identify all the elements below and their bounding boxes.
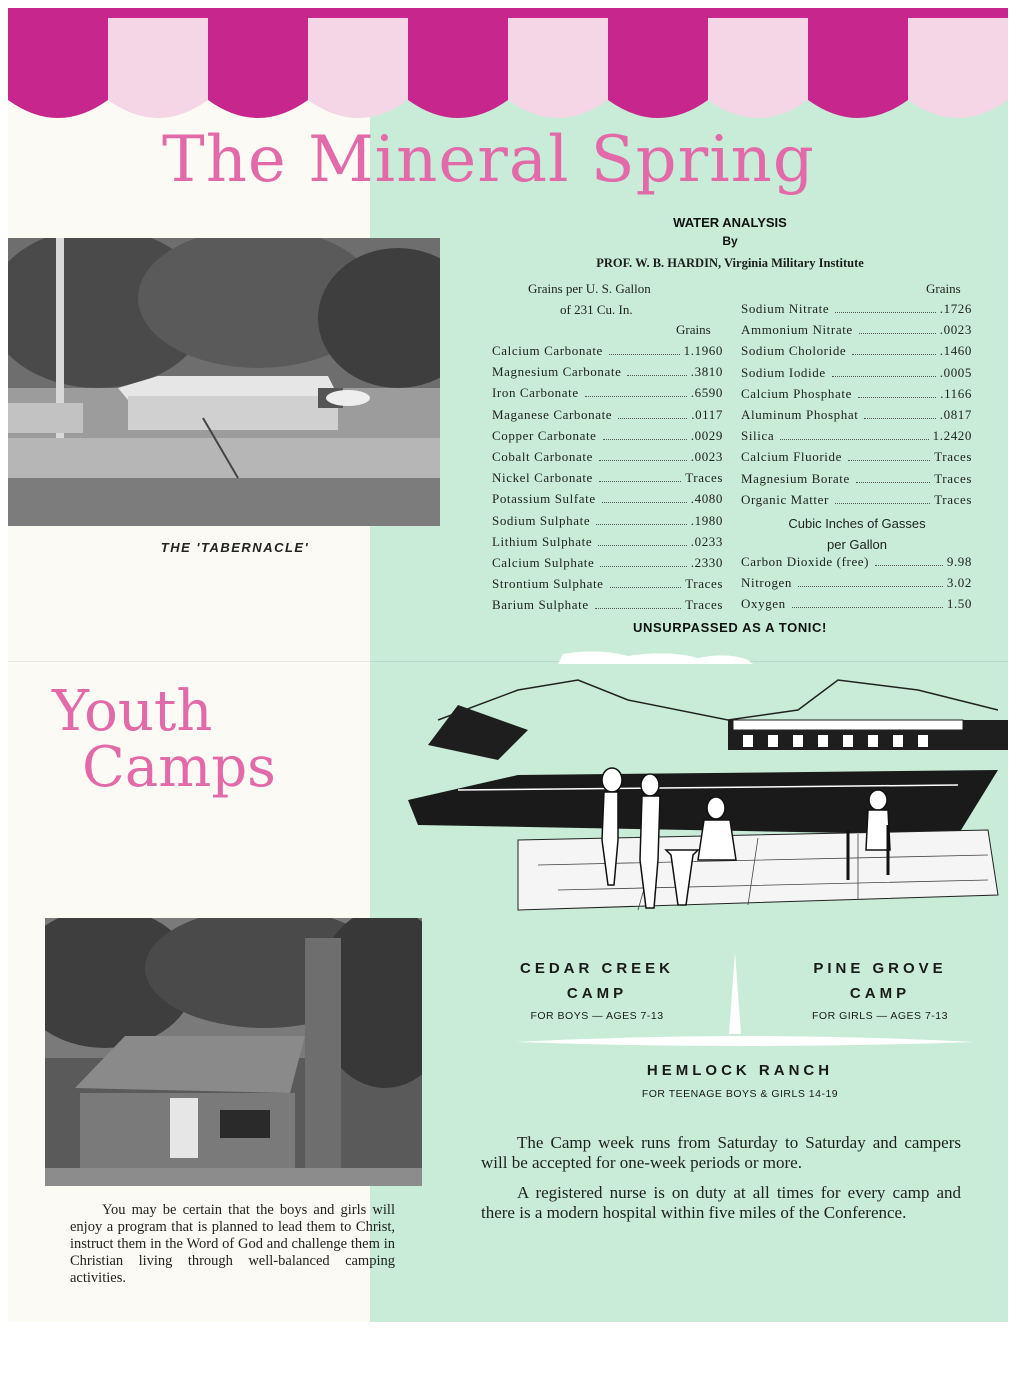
analysis-heading: WATER ANALYSIS — [673, 215, 787, 230]
left-mineral-row — [492, 407, 723, 427]
awning-scallop — [108, 88, 208, 118]
dot-leader — [780, 439, 928, 440]
left-mineral-name: Magnesium Carbonate — [492, 364, 622, 380]
left-mineral-value: .6590 — [690, 385, 723, 401]
awning-scallop — [8, 88, 108, 118]
dot-leader — [599, 460, 687, 461]
units-heading-1: Grains per U. S. Gallon — [528, 281, 651, 296]
dot-leader — [859, 333, 936, 334]
left-mineral-value: .3810 — [690, 364, 723, 380]
youth-camps-heading — [52, 679, 276, 800]
right-mineral-row — [741, 471, 972, 491]
pine-grove-name: PINE GROVE — [813, 960, 947, 977]
gas-heading-1: Cubic Inches of Gasses — [788, 516, 926, 531]
right-mineral-name: Sodium Nitrate — [741, 301, 830, 316]
right-mineral-value: .0817 — [939, 407, 972, 422]
left-mineral-name: Copper Carbonate — [492, 427, 597, 443]
right-mineral-name: Organic Matter — [741, 491, 829, 507]
right-mineral-row — [741, 386, 972, 406]
dot-leader — [610, 587, 682, 588]
dot-leader — [585, 396, 687, 397]
awning-scallop — [708, 88, 808, 118]
pine-grove-camp: CAMP — [849, 985, 911, 1002]
left-mineral-name: Barium Sulphate — [492, 597, 589, 613]
dot-leader — [595, 608, 681, 609]
right-mineral-row — [741, 322, 972, 342]
dot-leader — [618, 418, 687, 419]
awning-scallop — [908, 88, 1008, 118]
cedar-creek-name: CEDAR CREEK — [519, 960, 674, 977]
right-mineral-row — [741, 407, 972, 427]
camp-info-text — [481, 1133, 961, 1233]
gas-value: 1.50 — [946, 596, 972, 612]
dot-leader — [835, 312, 936, 313]
tabernacle-photo — [8, 238, 440, 526]
analysis-by: By — [722, 234, 738, 248]
left-grains-label: Grains — [676, 322, 711, 337]
left-mineral-name: Calcium Sulphate — [492, 555, 595, 570]
gas-row — [741, 596, 972, 616]
right-mineral-value: .1460 — [939, 343, 972, 359]
left-mineral-value: .0023 — [690, 449, 723, 464]
right-mineral-value: .0005 — [939, 364, 972, 380]
youth-line-2: Camps — [82, 735, 276, 800]
left-mineral-value: .1980 — [690, 512, 723, 528]
right-mineral-value: Traces — [934, 470, 972, 486]
left-mineral-name: Lithium Sulphate — [492, 533, 593, 549]
left-mineral-value: Traces — [685, 576, 723, 592]
right-mineral-name: Calcium Phosphate — [741, 385, 852, 401]
dot-leader — [864, 418, 935, 419]
right-mineral-name: Sodium Choloride — [741, 343, 847, 359]
units-heading-2: of 231 Cu. In. — [560, 302, 633, 317]
left-mineral-value: .0233 — [690, 533, 723, 549]
page-title: The Mineral Spring — [162, 123, 815, 197]
left-mineral-row — [492, 343, 723, 363]
left-mineral-value: .0117 — [691, 406, 723, 422]
right-mineral-name: Calcium Fluoride — [741, 449, 842, 465]
left-mineral-row — [492, 534, 723, 554]
left-mineral-row — [492, 597, 723, 617]
right-mineral-value: Traces — [934, 491, 972, 507]
pine-grove-ages: FOR GIRLS — AGES 7-13 — [812, 1010, 948, 1022]
left-mineral-value: .2330 — [690, 555, 723, 570]
gas-name: Carbon Dioxide (free) — [741, 554, 870, 569]
dot-leader — [596, 524, 687, 525]
left-mineral-value: Traces — [685, 597, 723, 613]
dot-leader — [848, 460, 930, 461]
tabernacle-caption: THE 'TABERNACLE' — [160, 540, 310, 555]
hemlock-ranch-title: HEMLOCK RANCH — [646, 1062, 834, 1079]
dot-leader — [792, 607, 943, 608]
dot-leader — [599, 481, 681, 482]
left-mineral-name: Calcium Carbonate — [492, 343, 603, 358]
left-mineral-row — [492, 513, 723, 533]
awning-scallop — [608, 88, 708, 118]
dot-leader — [858, 397, 936, 398]
nurse-paragraph: A registered nurse is on duty at all times for every camp and there is a modern hospital within five miles of the Conference. — [481, 1183, 961, 1222]
right-mineral-row — [741, 343, 972, 363]
gas-value: 9.98 — [946, 554, 972, 569]
dot-leader — [600, 566, 686, 567]
left-mineral-row — [492, 555, 723, 575]
dot-leader — [832, 376, 936, 377]
dot-leader — [798, 586, 943, 587]
left-mineral-value: .4080 — [690, 491, 723, 507]
right-grains-label: Grains — [926, 281, 961, 296]
cabin-photo — [45, 918, 422, 1186]
gas-name: Oxygen — [741, 596, 786, 612]
camp-program-text: You may be certain that the boys and girls will enjoy a program that is planned to lead them to Christ, instruct them in the Word of God and challenge them in Christian living through well-balanced camping activities. — [70, 1202, 395, 1286]
right-mineral-value: .0023 — [939, 322, 972, 338]
right-mineral-row — [741, 449, 972, 469]
dot-leader — [875, 565, 943, 566]
right-mineral-row — [741, 428, 972, 448]
gas-row — [741, 554, 972, 574]
awning-scallop — [208, 88, 308, 118]
camp-pool-illustration — [398, 650, 1010, 950]
gas-heading-2: per Gallon — [827, 537, 887, 552]
awning-scallop — [508, 88, 608, 118]
camp-week-paragraph: The Camp week runs from Saturday to Saturday and campers will be accepted for one-week periods or more. — [481, 1133, 961, 1172]
dot-leader — [598, 545, 687, 546]
right-mineral-value: .1166 — [940, 385, 972, 401]
hemlock-ranch-ages: FOR TEENAGE BOYS & GIRLS 14-19 — [641, 1088, 839, 1100]
right-mineral-name: Silica — [741, 428, 775, 444]
left-mineral-name: Strontium Sulphate — [492, 576, 604, 592]
dot-leader — [856, 482, 930, 483]
gas-row — [741, 575, 972, 595]
dot-leader — [609, 354, 680, 355]
awning-scallop — [808, 88, 908, 118]
right-mineral-name: Sodium Iodide — [741, 364, 826, 380]
gas-value: 3.02 — [946, 575, 972, 591]
gas-name: Nitrogen — [741, 575, 793, 591]
right-mineral-row — [741, 365, 972, 385]
left-mineral-name: Sodium Sulphate — [492, 512, 591, 528]
dot-leader — [627, 375, 686, 376]
dot-leader — [603, 439, 687, 440]
left-mineral-row — [492, 364, 723, 384]
left-mineral-name: Potassium Sulfate — [492, 491, 596, 507]
left-mineral-name: Iron Carbonate — [492, 385, 579, 401]
dot-leader — [835, 503, 930, 504]
awning-decoration — [8, 8, 1008, 136]
right-mineral-value: Traces — [934, 449, 972, 465]
dot-leader — [602, 502, 687, 503]
awning-scallop — [408, 88, 508, 118]
right-mineral-name: Ammonium Nitrate — [741, 322, 853, 338]
left-mineral-value: .0029 — [690, 427, 723, 443]
left-mineral-value: 1.1960 — [683, 343, 723, 358]
cedar-creek-camp: CAMP — [566, 985, 628, 1002]
camp-divider-decoration — [515, 952, 975, 1062]
dot-leader — [852, 354, 935, 355]
right-mineral-row — [741, 301, 972, 321]
awning-scallop — [308, 88, 408, 118]
left-mineral-row — [492, 449, 723, 469]
left-mineral-row — [492, 385, 723, 405]
left-mineral-name: Cobalt Carbonate — [492, 449, 593, 464]
analysis-author: PROF. W. B. HARDIN, Virginia Military Institute — [596, 256, 864, 270]
right-mineral-name: Aluminum Phosphat — [741, 407, 859, 422]
left-mineral-name: Maganese Carbonate — [492, 406, 613, 422]
right-mineral-value: 1.2420 — [932, 428, 972, 444]
left-mineral-row — [492, 576, 723, 596]
left-mineral-row — [492, 428, 723, 448]
cedar-creek-ages: FOR BOYS — AGES 7-13 — [530, 1010, 664, 1022]
left-mineral-value: Traces — [685, 470, 723, 486]
left-mineral-row — [492, 470, 723, 490]
tonic-tagline: UNSURPASSED AS A TONIC! — [633, 620, 827, 635]
left-mineral-row — [492, 491, 723, 511]
youth-line-1: Youth — [52, 679, 213, 744]
right-mineral-row — [741, 492, 972, 512]
left-mineral-name: Nickel Carbonate — [492, 470, 593, 486]
right-mineral-name: Magnesium Borate — [741, 470, 850, 486]
right-mineral-value: .1726 — [939, 301, 972, 316]
